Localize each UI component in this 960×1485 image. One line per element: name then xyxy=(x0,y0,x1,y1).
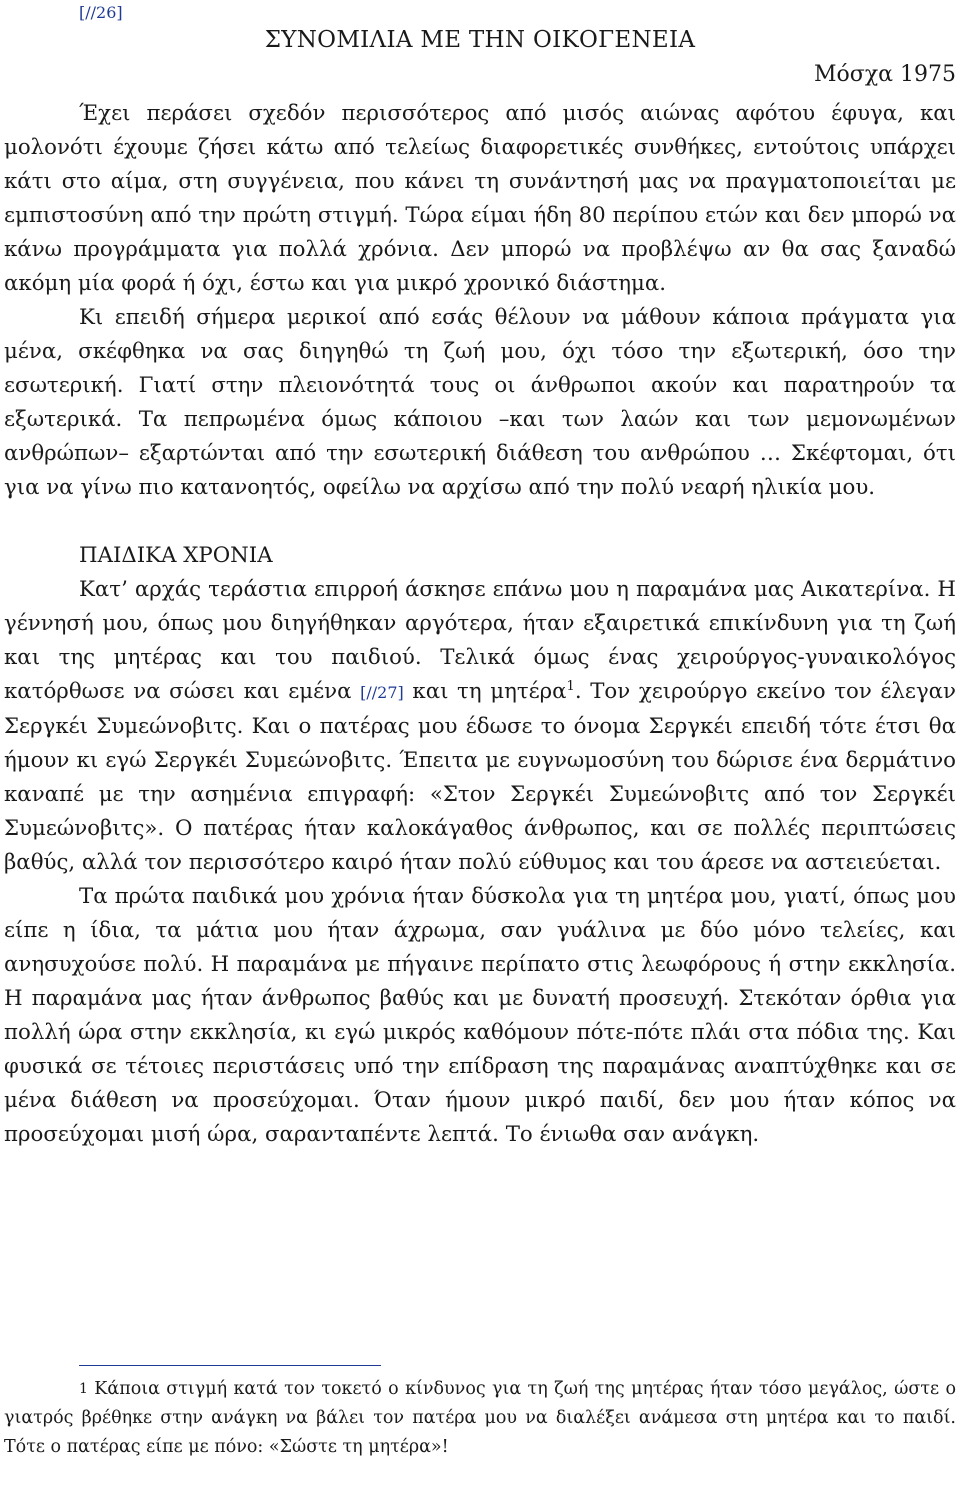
paragraph-1: Έχει περάσει σχεδόν περισσότερος από μισός αιώνας αφότου έφυγα, και μολονότι έχουμε ζήσει κάτω από τελείως διαφορετικές συνθήκες, εντούτοις υπάρχει κάτι στο αίμα, στη συγγένεια, που κάνει τη συνάντησή μας να πραγματοποιείται με εμπιστοσύνη από την πρώτη στιγμή. Τώρα είμαι ήδη 80 περίπου ετών και δεν μπορώ να κάνω προγράμματα για πολλά χρόνια. Δεν μπορώ να προβλέψω αν θα σας ξαναδώ ακόμη μία φορά ή όχι, έστω και για μικρό χρονικό διάστημα. xyxy=(4,101,956,296)
page-reference-inline: [//27] xyxy=(360,683,404,702)
section-heading: ΠΑΙΔΙΚΑ ΧΡΟΝΙΑ xyxy=(79,543,273,568)
footnote-number: 1 xyxy=(79,1381,88,1397)
section-paragraph-1-text-c: . Τον χειρούργο εκείνο τον έλεγαν Σεργκέι Συμεώνοβιτς. Και ο πατέρας μου έδωσε το όνομα Σεργκέι επειδή τότε έτσι θα ήμουν κι εγώ Σεργκέι Συμεώνοβιτς. Έπειτα με ευγνωμοσύνη του δώρισε ένα δερμάτινο καναπέ με την ασημένια επιγραφή: «Στον Σεργκέι Συμεώνοβιτς από τον Σεργκέι Συμεώνοβιτς». Ο πατέρας ήταν καλοκάγαθος άνθρωπος, και σε πολλές περιπτώσεις βαθύς, αλλά τον περισσότερο καιρό ήταν πολύ εύθυμος και του άρεσε να αστειεύεται. xyxy=(4,679,957,875)
section-paragraph-1-text-a: Κατ’ αρχάς τεράστια επιρροή άσκησε επάνω μου η παραμάνα μας Αικατερίνα. Η γέννησή μου, όπως μου διηγήθηκαν αργότερα, ήταν εξαιρετικά επικίνδυνη για τη ζωή και της μητέρας και του παιδιού. Τελικά όμως ένας χειρούργος-γυναικολόγος κατόρθωσε να σώσει και εμένα xyxy=(4,577,956,704)
footnote-text: Κάποια στιγμή κατά τον τοκετό ο κίνδυνος για τη ζωή της μητέρας ήταν τόσο μεγάλος, ώστε ο γιατρός βρέθηκε στην ανάγκη να βάλει τον πατέρα μου να διαλέξει ανάμεσα στη μητέρα και το παιδί. Τότε ο πατέρας είπε με πόνο: «Σώστε τη μητέρα»! xyxy=(4,1379,956,1457)
section-paragraph-2: Τα πρώτα παιδικά μου χρόνια ήταν δύσκολα για τη μητέρα μου, γιατί, όπως μου είπε η ίδια, τα μάτια μου ήταν άχρωμα, σαν γυάλινα με δύο μόνο τελείες, και ανησυχούσε πολύ. Η παραμάνα με πήγαινε περίπατο στις λεωφόρους ή στην εκκλησία. Η παραμάνα μας ήταν άνθρωπος βαθύς και με δυνατή προσευχή. Στεκόταν όρθια για πολλή ώρα στην εκκλησία, κι εγώ μικρός καθόμουν πότε-πότε πλάι στα πόδια της. Και φυσικά σε τέτοιες περιστάσεις υπό την επίδραση της παραμάνας αναπτύχθηκε και σε μένα διάθεση να προσεύχομαι. Όταν ήμουν μικρό παιδί, δεν μου ήταν κόπος να προσεύχομαι μισή ώρα, σαρανταπέντε λεπτά. Το ένιωθα σαν ανάγκη. xyxy=(4,884,956,1147)
section-paragraph-1-text-b: και τη μητέρα xyxy=(403,679,567,704)
footnote-separator xyxy=(79,1365,381,1366)
page-reference-top: [//26] xyxy=(79,3,123,22)
document-title: ΣΥΝΟΜΙΛΙΑ ΜΕ ΤΗΝ ΟΙΚΟΓΕΝΕΙΑ xyxy=(264,27,696,53)
footnote-mark[interactable]: 1 xyxy=(566,678,575,694)
footnote xyxy=(4,1375,956,1462)
paragraph-2: Κι επειδή σήμερα μερικοί από εσάς θέλουν να μάθουν κάποια πράγματα για μένα, σκέφθηκα να σας διηγηθώ τη ζωή μου, όχι τόσο την εξωτερική, όσο την εσωτερική. Γιατί στην πλειονότητά τους οι άνθρωποι ακούν και παρατηρούν τα εξωτερικά. Τα πεπρωμένα όμως κάποιου –και των λαών και των μεμονωμένων ανθρώπων– εξαρτώνται από την εσωτερική διάθεση του ανθρώπου … Σκέφτομαι, ότι για να γίνω πιο κατανοητός, οφείλω να αρχίσω από την πολύ νεαρή ηλικία μου. xyxy=(4,305,956,500)
section-paragraph-1 xyxy=(4,573,956,880)
body-text xyxy=(4,97,956,1152)
place-date: Μόσχα 1975 xyxy=(814,62,956,87)
